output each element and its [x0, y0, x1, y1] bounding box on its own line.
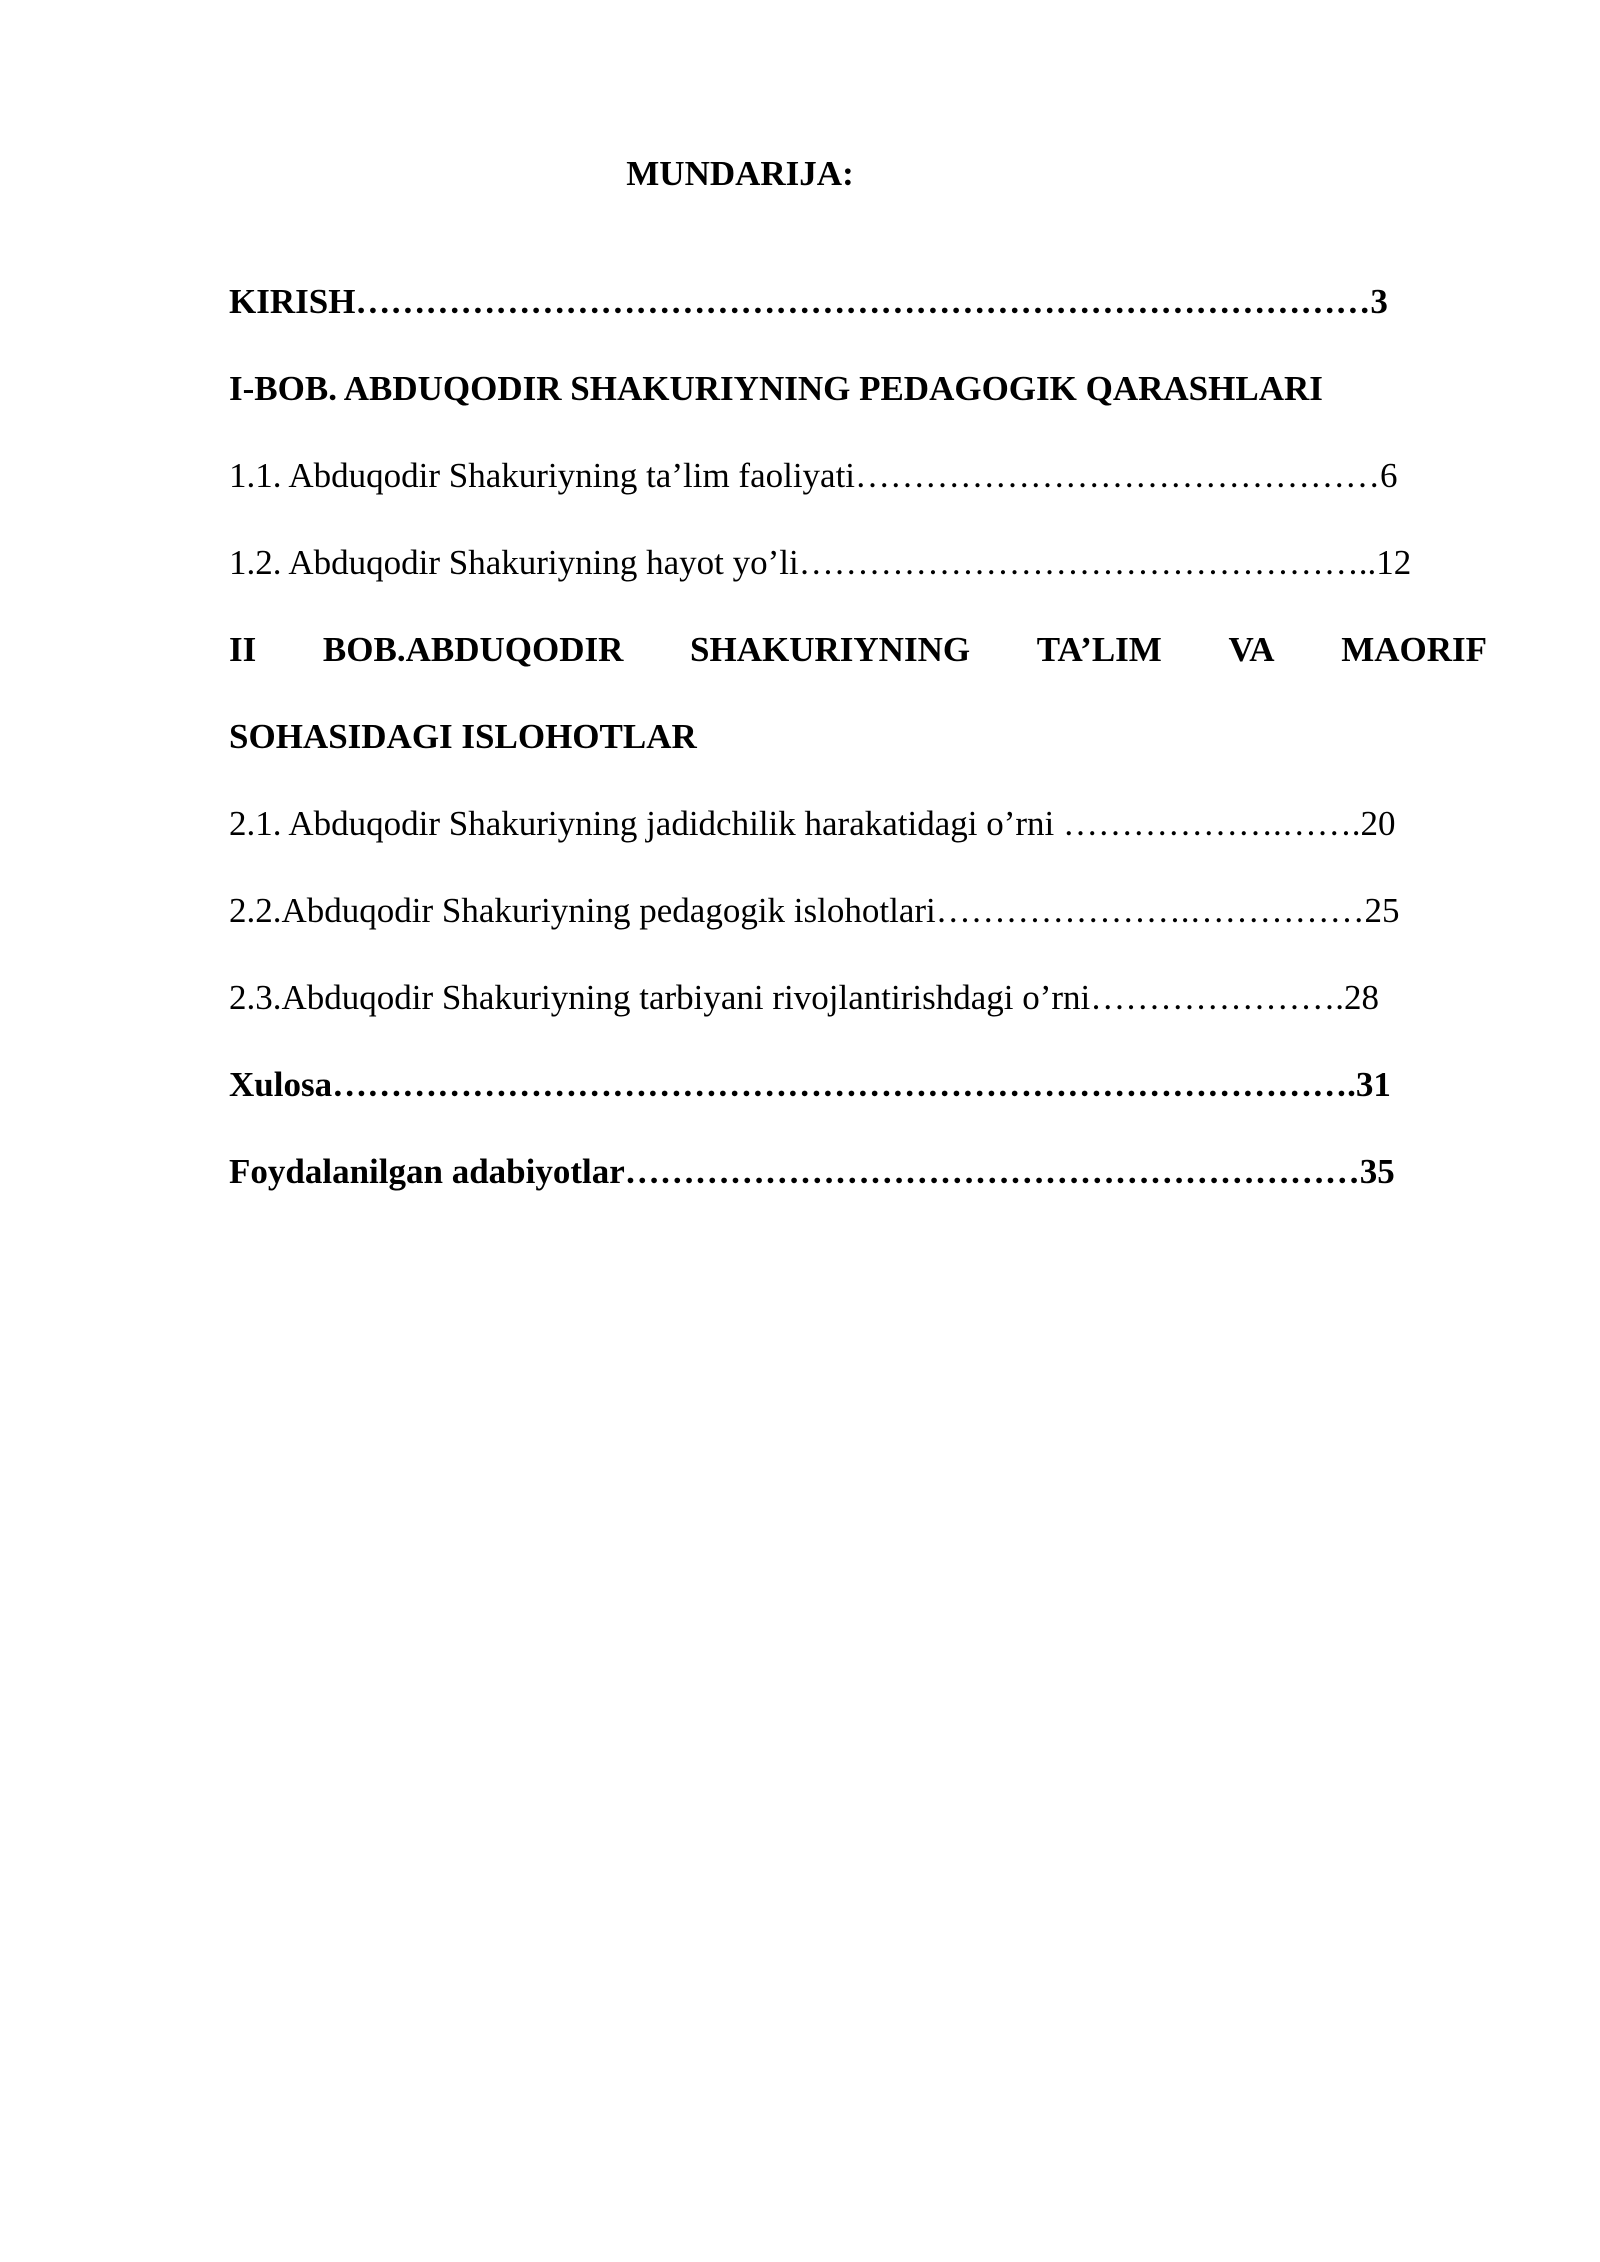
toc-entry-2-3 — [229, 976, 1487, 1063]
toc-entry-1-2-text: 1.2. Abduqodir Shakuriyning hayot yo’li…………………………………………..12 — [229, 543, 1412, 582]
table-of-contents — [229, 280, 1487, 1237]
toc-entry-2-2 — [229, 889, 1487, 976]
toc-entry-xulosa — [229, 1063, 1487, 1150]
toc-chapter-2-line-2 — [229, 715, 1487, 802]
page-title: MUNDARIJA: — [626, 154, 854, 193]
toc-entry-kirish-text: KIRISH……………………………………………………………………………3 — [229, 282, 1388, 321]
toc-chapter-2-word: II — [229, 630, 257, 669]
toc-chapter-1-text: I-BOB. ABDUQODIR SHAKURIYNING PEDAGOGIK QARASHLARI — [229, 369, 1323, 408]
toc-entry-1-2 — [229, 541, 1487, 628]
toc-chapter-2-word: MAORIF — [1341, 630, 1487, 669]
toc-chapter-2-word: SHAKURIYNING — [690, 630, 971, 669]
toc-entry-xulosa-text: Xulosa…………………………………………………………………………….31 — [229, 1065, 1391, 1104]
toc-entry-adabiyotlar — [229, 1150, 1487, 1237]
toc-entry-2-1 — [229, 802, 1487, 889]
toc-entry-adabiyotlar-text: Foydalanilgan adabiyotlar………………………………………………………35 — [229, 1152, 1395, 1191]
toc-entry-1-1-text: 1.1. Abduqodir Shakuriyning ta’lim faoliyati………………………………………6 — [229, 456, 1398, 495]
toc-chapter-1 — [229, 367, 1487, 454]
toc-entry-2-2-text: 2.2.Abduqodir Shakuriyning pedagogik islohotlari………………….……………25 — [229, 891, 1400, 930]
toc-chapter-2-line-1 — [229, 628, 1487, 715]
toc-chapter-2-line-2-text: SOHASIDAGI ISLOHOTLAR — [229, 717, 697, 756]
toc-entry-1-1 — [229, 454, 1487, 541]
toc-chapter-2-word: VA — [1228, 630, 1275, 669]
toc-entry-2-1-text: 2.1. Abduqodir Shakuriyning jadidchilik harakatidagi o’rni ……………….…….20 — [229, 804, 1396, 843]
toc-entry-2-3-text: 2.3.Abduqodir Shakuriyning tarbiyani rivojlantirishdagi o’rni………………….28 — [229, 978, 1380, 1017]
toc-chapter-2-word: TA’LIM — [1036, 630, 1162, 669]
toc-chapter-2-word: BOB.ABDUQODIR — [322, 630, 624, 669]
toc-entry-kirish — [229, 280, 1487, 367]
